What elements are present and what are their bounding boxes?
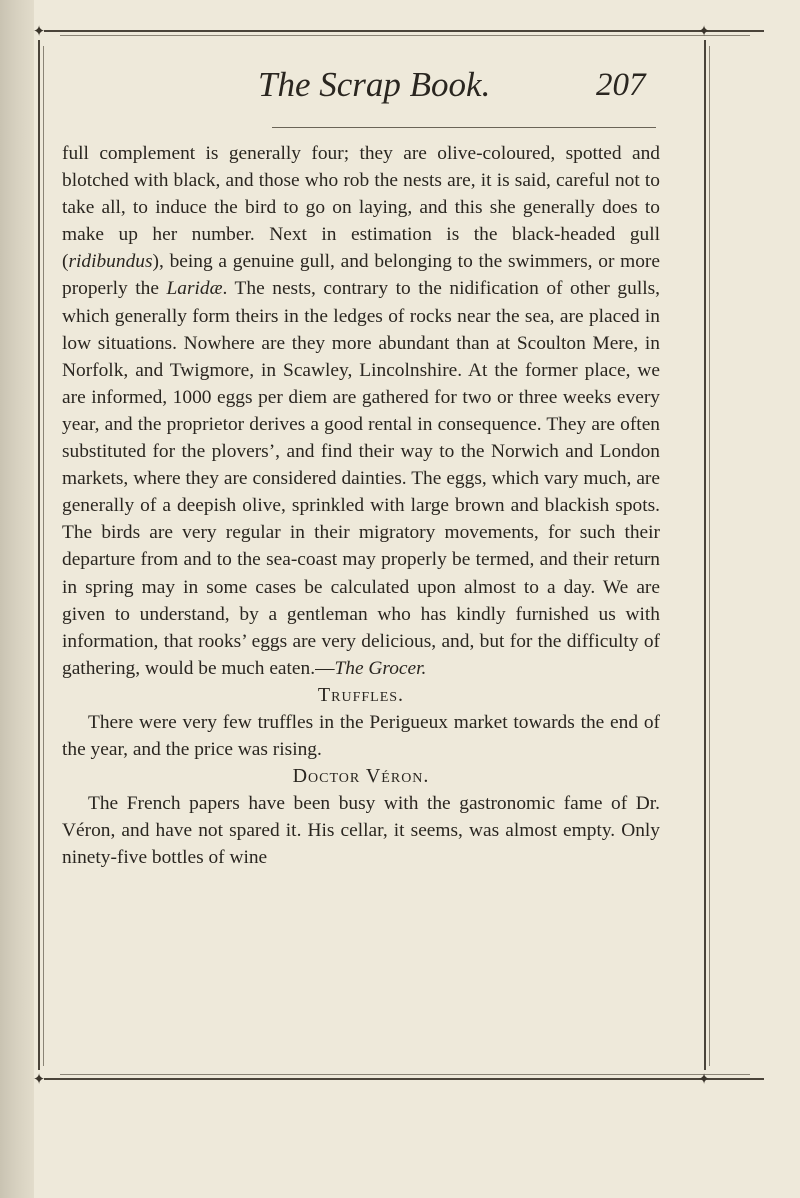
frame-bottom-line-inner xyxy=(60,1074,750,1075)
section-heading-doctor-veron: Doctor Véron. xyxy=(292,765,430,788)
header-rule xyxy=(272,127,656,128)
section-heading-truffles: Truffles. xyxy=(317,683,405,706)
frame-left-line-inner xyxy=(43,46,44,1066)
frame-bottom-line xyxy=(44,1078,764,1080)
paragraph-truffles: There were very few truffles in the Perigueux market towards the end of the year, and the price was rising. xyxy=(62,711,660,761)
frame-corner-ornament-icon: ✦ xyxy=(32,22,46,40)
page-number: 207 xyxy=(596,67,646,103)
frame-right-line-inner xyxy=(709,46,710,1066)
text-span: full complement is generally four; they are olive-coloured, spotted and blotched with black, and those who rob the nests are, it is said, careful not to take all, to induce the bird to go on laying, and this she generally does to make up her number. Next in estimation is the black-headed gull ( xyxy=(62,143,660,273)
frame-top-line xyxy=(44,30,764,32)
frame-corner-ornament-icon: ✦ xyxy=(697,1070,711,1088)
page-header xyxy=(0,62,800,112)
frame-right-line xyxy=(704,40,706,1070)
source-citation: The Grocer. xyxy=(334,657,427,679)
page-text xyxy=(62,140,660,872)
text-span: ), being a genuine gull, and belonging to the swimmers, or more properly the xyxy=(62,251,660,300)
italic-term: Laridæ xyxy=(166,278,223,300)
running-title: The Scrap Book. xyxy=(258,65,491,104)
paragraph-doctor-veron: The French papers have been busy with the gastronomic fame of Dr. Véron, and have not spared it. His cellar, it seems, was almost empty. Only ninety-five bottles of wine xyxy=(62,793,660,869)
book-spine-shadow xyxy=(0,0,34,1198)
text-span: . The nests, contrary to the nidification of other gulls, which generally form theirs in the ledges of rocks near the sea, are placed in low situations. Nowhere are they more abundant than at Scoulton Mere, in Norfolk, and Twigmore, in Scawley, Lincolnshire. At the former place, we are informed, 1000 eggs per diem are gathered for two or three weeks every year, and the proprietor derives a good rental in consequence. They are often substituted for the plovers’, and find their way to the Norwich and London markets, where they are considered dainties. The eggs, which vary much, are generally of a deepish olive, sprinkled with large brown and blackish spots. The birds are very regular in their migratory movements, for such their departure from and to the sea-coast may properly be termed, and their return in spring may in some cases be calculated upon almost to a day. We are given to understand, by a gentleman who has kindly furnished us with information, that rooks’ eggs are very delicious, and, but for the difficulty of gathering, would be much eaten.— xyxy=(62,278,660,679)
frame-corner-ornament-icon: ✦ xyxy=(32,1070,46,1088)
frame-top-line-inner xyxy=(60,35,750,36)
frame-left-line xyxy=(38,40,40,1070)
frame-corner-ornament-icon: ✦ xyxy=(697,22,711,40)
paragraph-gull-eggs xyxy=(62,140,660,682)
italic-term: ridibundus xyxy=(68,251,153,273)
